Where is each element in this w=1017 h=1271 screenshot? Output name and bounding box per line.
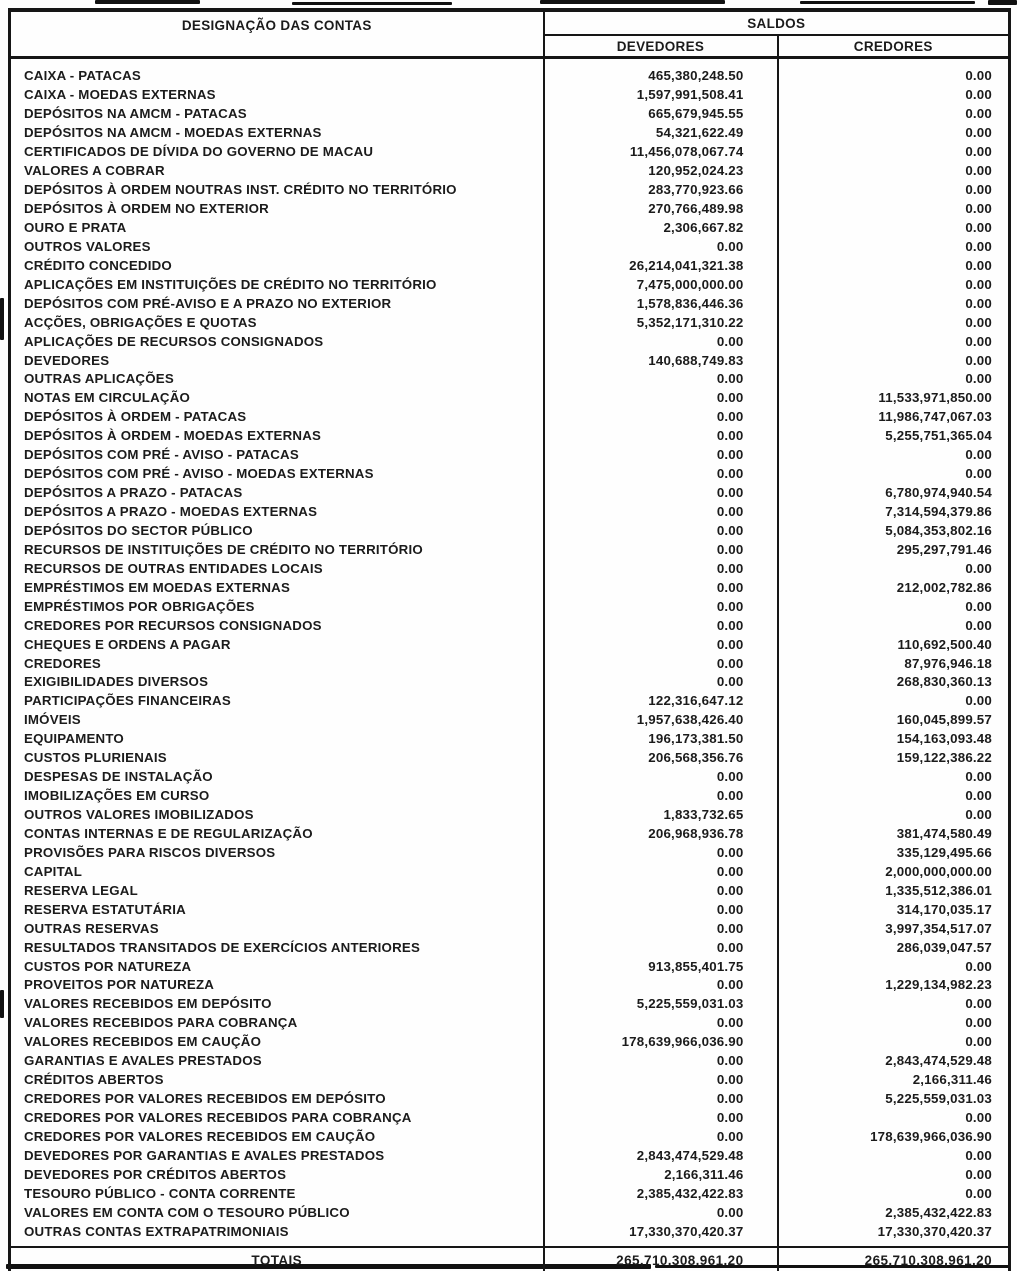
devedores-value-cell: 2,166,311.46: [544, 1165, 778, 1184]
credores-value-cell: 0.00: [965, 807, 992, 823]
table-row: [10, 654, 1010, 673]
devedores-value-cell: 120,952,024.23: [544, 162, 778, 181]
table-row: [10, 1033, 1010, 1052]
scan-artifact: [800, 1, 975, 4]
table-row: [10, 370, 1010, 389]
balance-sheet-table: [8, 8, 1011, 1271]
devedores-value-cell: 1,957,638,426.40: [544, 711, 778, 730]
account-name-cell: CAPITAL: [10, 862, 544, 881]
account-name-cell: EMPRÉSTIMOS POR OBRIGAÇÕES: [10, 597, 544, 616]
devedores-value-cell: 17,330,370,420.37: [544, 1222, 778, 1247]
credores-value-cell: 0.00: [965, 769, 992, 785]
credores-value-cell: 0.00: [965, 219, 992, 235]
credores-value-cell: 1,335,512,386.01: [885, 882, 992, 898]
devedores-value-cell: 0.00: [544, 881, 778, 900]
table-row: [10, 976, 1010, 995]
devedores-value-cell: 0.00: [544, 578, 778, 597]
table-row: [10, 58, 1010, 86]
account-name-cell: CREDORES POR VALORES RECEBIDOS EM CAUÇÃO: [10, 1128, 544, 1147]
devedores-value-cell: 465,380,248.50: [544, 58, 778, 86]
table-row: [10, 673, 1010, 692]
account-name-cell: RESERVA ESTATUTÁRIA: [10, 900, 544, 919]
table-row: [10, 465, 1010, 484]
table-row: [10, 768, 1010, 787]
devedores-value-cell: 2,306,667.82: [544, 219, 778, 238]
credores-value-cell: 178,639,966,036.90: [870, 1128, 992, 1144]
account-name-cell: APLICAÇÕES EM INSTITUIÇÕES DE CRÉDITO NO TERRITÓRIO: [10, 275, 544, 294]
scan-artifact: [0, 298, 4, 340]
table-row: [10, 237, 1010, 256]
devedores-value-cell: 0.00: [544, 768, 778, 787]
account-name-cell: DEVEDORES POR CRÉDITOS ABERTOS: [10, 1165, 544, 1184]
table-row: [10, 881, 1010, 900]
account-name-cell: DEPÓSITOS À ORDEM NO EXTERIOR: [10, 200, 544, 219]
devedores-value-cell: 0.00: [544, 389, 778, 408]
table-row: [10, 540, 1010, 559]
devedores-value-cell: 26,214,041,321.38: [544, 256, 778, 275]
devedores-value-cell: 1,597,991,508.41: [544, 86, 778, 105]
table-row: [10, 522, 1010, 541]
table-row: [10, 938, 1010, 957]
account-name-cell: OUTRAS CONTAS EXTRAPATRIMONIAIS: [10, 1222, 544, 1247]
credores-value-cell: 0.00: [965, 295, 992, 311]
account-name-cell: DEPÓSITOS NA AMCM - MOEDAS EXTERNAS: [10, 124, 544, 143]
account-name-cell: DESPESAS DE INSTALAÇÃO: [10, 768, 544, 787]
account-name-cell: VALORES RECEBIDOS PARA COBRANÇA: [10, 1014, 544, 1033]
table-row: [10, 1222, 1010, 1247]
devedores-value-cell: 140,688,749.83: [544, 351, 778, 370]
header-saldos: SALDOS: [544, 10, 1010, 35]
credores-value-cell: 0.00: [965, 201, 992, 217]
credores-value-cell: 0.00: [965, 238, 992, 254]
credores-value-cell: 335,129,495.66: [896, 844, 992, 860]
table-row: [10, 1128, 1010, 1147]
account-name-cell: ACÇÕES, OBRIGAÇÕES E QUOTAS: [10, 313, 544, 332]
table-row: [10, 749, 1010, 768]
devedores-value-cell: 0.00: [544, 976, 778, 995]
table-row: [10, 503, 1010, 522]
table-row: [10, 559, 1010, 578]
credores-value-cell: 0.00: [965, 1015, 992, 1031]
credores-value-cell: 0.00: [965, 352, 992, 368]
devedores-value-cell: 0.00: [544, 332, 778, 351]
table-row: [10, 730, 1010, 749]
account-name-cell: DEPÓSITOS À ORDEM - MOEDAS EXTERNAS: [10, 427, 544, 446]
account-name-cell: DEPÓSITOS A PRAZO - MOEDAS EXTERNAS: [10, 503, 544, 522]
table-row: [10, 389, 1010, 408]
credores-value-cell: 5,255,751,365.04: [885, 428, 992, 444]
devedores-value-cell: 7,475,000,000.00: [544, 275, 778, 294]
devedores-value-cell: 0.00: [544, 370, 778, 389]
credores-value-cell: 160,045,899.57: [896, 712, 992, 728]
table-row: [10, 124, 1010, 143]
devedores-value-cell: 11,456,078,067.74: [544, 143, 778, 162]
account-name-cell: GARANTIAS E AVALES PRESTADOS: [10, 1052, 544, 1071]
table-row: [10, 446, 1010, 465]
table-row: [10, 105, 1010, 124]
credores-value-cell: 0.00: [965, 1166, 992, 1182]
devedores-value-cell: 0.00: [544, 1128, 778, 1147]
account-name-cell: VALORES RECEBIDOS EM CAUÇÃO: [10, 1033, 544, 1052]
devedores-value-cell: 0.00: [544, 862, 778, 881]
account-name-cell: DEVEDORES: [10, 351, 544, 370]
table-row: [10, 806, 1010, 825]
devedores-value-cell: 270,766,489.98: [544, 200, 778, 219]
header-devedores: DEVEDORES: [544, 35, 778, 58]
credores-value-cell: 0.00: [965, 617, 992, 633]
devedores-value-cell: 913,855,401.75: [544, 957, 778, 976]
table-row: [10, 351, 1010, 370]
account-name-cell: EQUIPAMENTO: [10, 730, 544, 749]
devedores-value-cell: 1,578,836,446.36: [544, 294, 778, 313]
account-name-cell: DEPÓSITOS A PRAZO - PATACAS: [10, 484, 544, 503]
account-name-cell: CHEQUES E ORDENS A PAGAR: [10, 635, 544, 654]
credores-value-cell: 0.00: [965, 560, 992, 576]
credores-value-cell: 0.00: [965, 1185, 992, 1201]
credores-value-cell: 268,830,360.13: [896, 674, 992, 690]
scan-artifact: [292, 2, 452, 5]
table-row: [10, 143, 1010, 162]
totals-credores-value: 265,710,308,961.20: [778, 1247, 1010, 1271]
table-row: [10, 1165, 1010, 1184]
account-name-cell: CREDORES POR VALORES RECEBIDOS PARA COBRANÇA: [10, 1109, 544, 1128]
credores-value-cell: 0.00: [965, 1110, 992, 1126]
credores-value-cell: 0.00: [965, 125, 992, 141]
account-name-cell: DEPÓSITOS À ORDEM - PATACAS: [10, 408, 544, 427]
account-name-cell: CRÉDITO CONCEDIDO: [10, 256, 544, 275]
account-name-cell: DEPÓSITOS À ORDEM NOUTRAS INST. CRÉDITO NO TERRITÓRIO: [10, 181, 544, 200]
devedores-value-cell: 196,173,381.50: [544, 730, 778, 749]
devedores-value-cell: 0.00: [544, 522, 778, 541]
account-name-cell: DEPÓSITOS COM PRÉ-AVISO E A PRAZO NO EXTERIOR: [10, 294, 544, 313]
credores-value-cell: 2,166,311.46: [912, 1072, 992, 1088]
table-row: [10, 1052, 1010, 1071]
devedores-value-cell: 2,843,474,529.48: [544, 1146, 778, 1165]
table-row: [10, 900, 1010, 919]
account-name-cell: RECURSOS DE OUTRAS ENTIDADES LOCAIS: [10, 559, 544, 578]
table-row: [10, 408, 1010, 427]
table-row: [10, 711, 1010, 730]
credores-value-cell: 2,843,474,529.48: [885, 1053, 992, 1069]
credores-value-cell: 0.00: [965, 466, 992, 482]
table-row: [10, 86, 1010, 105]
devedores-value-cell: 178,639,966,036.90: [544, 1033, 778, 1052]
table-row: [10, 862, 1010, 881]
account-name-cell: DEPÓSITOS NA AMCM - PATACAS: [10, 105, 544, 124]
table-header: [10, 10, 1010, 58]
account-name-cell: CAIXA - PATACAS: [10, 58, 544, 86]
account-name-cell: OUTROS VALORES IMOBILIZADOS: [10, 806, 544, 825]
credores-value-cell: 110,692,500.40: [897, 636, 992, 652]
credores-value-cell: 381,474,580.49: [896, 825, 992, 841]
devedores-value-cell: 0.00: [544, 1090, 778, 1109]
devedores-value-cell: 0.00: [544, 237, 778, 256]
devedores-value-cell: 206,568,356.76: [544, 749, 778, 768]
table-row: [10, 1071, 1010, 1090]
table-row: [10, 256, 1010, 275]
table-row: [10, 635, 1010, 654]
account-name-cell: PARTICIPAÇÕES FINANCEIRAS: [10, 692, 544, 711]
totals-label: TOTAIS: [10, 1247, 544, 1271]
header-credores: CREDORES: [778, 35, 1010, 58]
devedores-value-cell: 0.00: [544, 597, 778, 616]
account-name-cell: TESOURO PÚBLICO - CONTA CORRENTE: [10, 1184, 544, 1203]
account-name-cell: DEVEDORES POR GARANTIAS E AVALES PRESTADOS: [10, 1146, 544, 1165]
devedores-value-cell: 283,770,923.66: [544, 181, 778, 200]
header-designacao-das-contas: DESIGNAÇÃO DAS CONTAS: [10, 10, 544, 58]
devedores-value-cell: 0.00: [544, 787, 778, 806]
table-row: [10, 616, 1010, 635]
credores-value-cell: 2,385,432,422.83: [885, 1204, 992, 1220]
devedores-value-cell: 0.00: [544, 654, 778, 673]
table-row: [10, 919, 1010, 938]
table-row: [10, 787, 1010, 806]
table-row: [10, 597, 1010, 616]
account-name-cell: PROVISÕES PARA RISCOS DIVERSOS: [10, 843, 544, 862]
devedores-value-cell: 0.00: [544, 446, 778, 465]
devedores-value-cell: 0.00: [544, 540, 778, 559]
account-name-cell: DEPÓSITOS COM PRÉ - AVISO - MOEDAS EXTERNAS: [10, 465, 544, 484]
devedores-value-cell: 5,225,559,031.03: [544, 995, 778, 1014]
account-name-cell: OUTRAS APLICAÇÕES: [10, 370, 544, 389]
account-name-cell: VALORES A COBRAR: [10, 162, 544, 181]
scan-artifact: [0, 990, 4, 1018]
account-name-cell: CAIXA - MOEDAS EXTERNAS: [10, 86, 544, 105]
account-name-cell: RESERVA LEGAL: [10, 881, 544, 900]
credores-value-cell: 0.00: [965, 1147, 992, 1163]
table-row: [10, 484, 1010, 503]
account-name-cell: CREDORES POR RECURSOS CONSIGNADOS: [10, 616, 544, 635]
account-name-cell: PROVEITOS POR NATUREZA: [10, 976, 544, 995]
devedores-value-cell: 0.00: [544, 1109, 778, 1128]
credores-value-cell: 159,122,386.22: [896, 750, 992, 766]
account-name-cell: VALORES EM CONTA COM O TESOURO PÚBLICO: [10, 1203, 544, 1222]
credores-value-cell: 0.00: [965, 788, 992, 804]
table-row: [10, 294, 1010, 313]
credores-value-cell: 3,997,354,517.07: [885, 920, 992, 936]
account-name-cell: OUTROS VALORES: [10, 237, 544, 256]
table-row: [10, 1090, 1010, 1109]
credores-value-cell: 1,229,134,982.23: [885, 977, 992, 993]
account-name-cell: EXIGIBILIDADES DIVERSOS: [10, 673, 544, 692]
account-name-cell: NOTAS EM CIRCULAÇÃO: [10, 389, 544, 408]
table-row: [10, 200, 1010, 219]
credores-value-cell: 0.00: [965, 447, 992, 463]
credores-value-cell: 0.00: [965, 182, 992, 198]
credores-value-cell: 0.00: [965, 371, 992, 387]
devedores-value-cell: 122,316,647.12: [544, 692, 778, 711]
credores-value-cell: 0.00: [965, 996, 992, 1012]
devedores-value-cell: 0.00: [544, 408, 778, 427]
devedores-value-cell: 0.00: [544, 1052, 778, 1071]
account-name-cell: CUSTOS POR NATUREZA: [10, 957, 544, 976]
table-row: [10, 692, 1010, 711]
account-name-cell: RECURSOS DE INSTITUIÇÕES DE CRÉDITO NO TERRITÓRIO: [10, 540, 544, 559]
account-name-cell: CUSTOS PLURIENAIS: [10, 749, 544, 768]
devedores-value-cell: 0.00: [544, 843, 778, 862]
credores-value-cell: 0.00: [965, 314, 992, 330]
credores-value-cell: 7,314,594,379.86: [885, 504, 992, 520]
scan-artifact: [988, 0, 1017, 5]
credores-value-cell: 0.00: [965, 333, 992, 349]
account-name-cell: CONTAS INTERNAS E DE REGULARIZAÇÃO: [10, 825, 544, 844]
devedores-value-cell: 0.00: [544, 1203, 778, 1222]
credores-value-cell: 286,039,047.57: [896, 939, 992, 955]
devedores-value-cell: 0.00: [544, 503, 778, 522]
credores-value-cell: 295,297,791.46: [896, 541, 992, 557]
account-name-cell: VALORES RECEBIDOS EM DEPÓSITO: [10, 995, 544, 1014]
table-row: [10, 957, 1010, 976]
table-footer: [10, 1247, 1010, 1271]
account-name-cell: RESULTADOS TRANSITADOS DE EXERCÍCIOS ANTERIORES: [10, 938, 544, 957]
devedores-value-cell: 0.00: [544, 635, 778, 654]
credores-value-cell: 87,976,946.18: [904, 655, 992, 671]
credores-value-cell: 0.00: [965, 68, 992, 84]
devedores-value-cell: 0.00: [544, 465, 778, 484]
table-row: [10, 995, 1010, 1014]
credores-value-cell: 5,225,559,031.03: [885, 1091, 992, 1107]
credores-value-cell: 0.00: [965, 958, 992, 974]
table-row: [10, 313, 1010, 332]
table-row: [10, 1184, 1010, 1203]
credores-value-cell: 2,000,000,000.00: [885, 863, 992, 879]
credores-value-cell: 5,084,353,802.16: [885, 522, 992, 538]
totals-devedores-value: 265,710,308,961.20: [544, 1247, 778, 1271]
credores-value-cell: 0.00: [965, 257, 992, 273]
table-row: [10, 1203, 1010, 1222]
devedores-value-cell: 1,833,732.65: [544, 806, 778, 825]
devedores-value-cell: 5,352,171,310.22: [544, 313, 778, 332]
devedores-value-cell: 0.00: [544, 673, 778, 692]
account-name-cell: CREDORES POR VALORES RECEBIDOS EM DEPÓSITO: [10, 1090, 544, 1109]
credores-value-cell: 314,170,035.17: [896, 901, 992, 917]
table-row: [10, 332, 1010, 351]
credores-value-cell: 17,330,370,420.37: [877, 1223, 992, 1239]
devedores-value-cell: 206,968,936.78: [544, 825, 778, 844]
scan-artifact: [540, 0, 725, 4]
devedores-value-cell: 0.00: [544, 938, 778, 957]
table-row: [10, 1014, 1010, 1033]
devedores-value-cell: 0.00: [544, 559, 778, 578]
credores-value-cell: 11,986,747,067.03: [878, 409, 992, 425]
account-name-cell: CREDORES: [10, 654, 544, 673]
table-row: [10, 1109, 1010, 1128]
credores-value-cell: 0.00: [965, 276, 992, 292]
table-row: [10, 843, 1010, 862]
table-body: [10, 58, 1010, 1248]
table-row: [10, 219, 1010, 238]
credores-value-cell: 6,780,974,940.54: [885, 485, 992, 501]
table-row: [10, 181, 1010, 200]
table-row: [10, 427, 1010, 446]
account-name-cell: IMÓVEIS: [10, 711, 544, 730]
credores-value-cell: 11,533,971,850.00: [878, 390, 992, 406]
devedores-value-cell: 0.00: [544, 1071, 778, 1090]
table-row: [10, 275, 1010, 294]
devedores-value-cell: 0.00: [544, 616, 778, 635]
account-name-cell: OURO E PRATA: [10, 219, 544, 238]
credores-value-cell: 154,163,093.48: [896, 731, 992, 747]
credores-value-cell: 0.00: [965, 87, 992, 103]
devedores-value-cell: 665,679,945.55: [544, 105, 778, 124]
totals-row: [10, 1247, 1010, 1271]
credores-value-cell: 0.00: [965, 598, 992, 614]
credores-value-cell: 0.00: [965, 693, 992, 709]
credores-value-cell: 0.00: [965, 1034, 992, 1050]
credores-value-cell: 212,002,782.86: [896, 579, 992, 595]
account-name-cell: EMPRÉSTIMOS EM MOEDAS EXTERNAS: [10, 578, 544, 597]
devedores-value-cell: 0.00: [544, 1014, 778, 1033]
devedores-value-cell: 0.00: [544, 427, 778, 446]
account-name-cell: DEPÓSITOS COM PRÉ - AVISO - PATACAS: [10, 446, 544, 465]
table-row: [10, 1146, 1010, 1165]
devedores-value-cell: 0.00: [544, 900, 778, 919]
account-name-cell: OUTRAS RESERVAS: [10, 919, 544, 938]
account-name-cell: APLICAÇÕES DE RECURSOS CONSIGNADOS: [10, 332, 544, 351]
account-name-cell: CERTIFICADOS DE DÍVIDA DO GOVERNO DE MACAU: [10, 143, 544, 162]
credores-value-cell: 0.00: [965, 163, 992, 179]
table-row: [10, 578, 1010, 597]
account-name-cell: CRÉDITOS ABERTOS: [10, 1071, 544, 1090]
table-row: [10, 162, 1010, 181]
table-row: [10, 825, 1010, 844]
scan-artifact: [95, 0, 200, 4]
devedores-value-cell: 54,321,622.49: [544, 124, 778, 143]
account-name-cell: IMOBILIZAÇÕES EM CURSO: [10, 787, 544, 806]
devedores-value-cell: 2,385,432,422.83: [544, 1184, 778, 1203]
credores-value-cell: 0.00: [965, 144, 992, 160]
devedores-value-cell: 0.00: [544, 919, 778, 938]
devedores-value-cell: 0.00: [544, 484, 778, 503]
account-name-cell: DEPÓSITOS DO SECTOR PÚBLICO: [10, 522, 544, 541]
credores-value-cell: 0.00: [965, 106, 992, 122]
